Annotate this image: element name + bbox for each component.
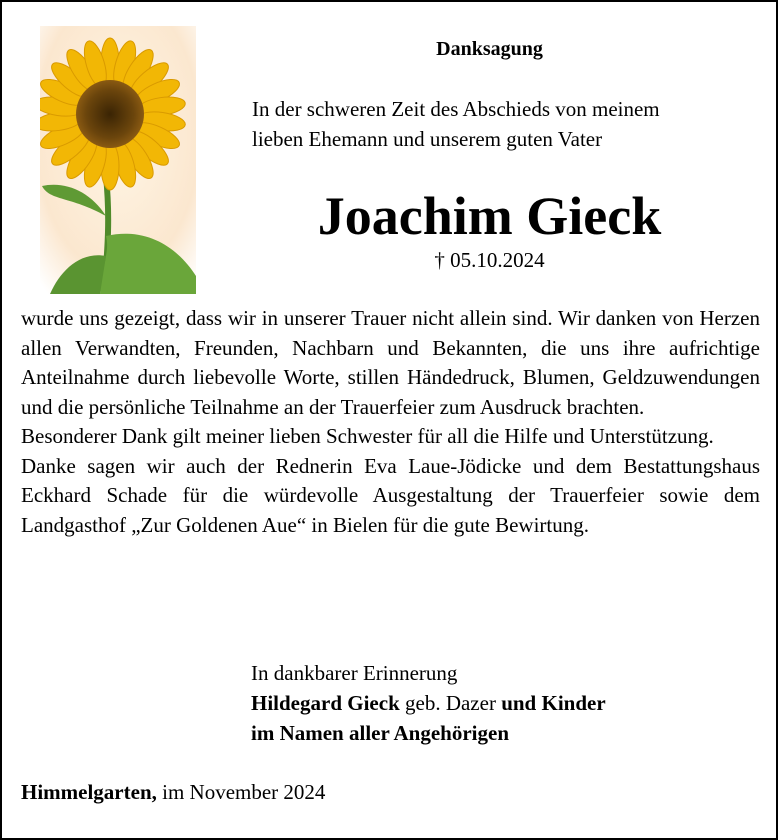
signer-line-2: [251, 718, 751, 748]
intro-text: [252, 94, 752, 154]
death-date: † 05.10.2024: [434, 248, 545, 272]
date-text: im November 2024: [156, 780, 326, 804]
intro-line: lieben Ehemann und unserem guten Vater: [252, 127, 603, 151]
signer-suffix: und Kinder: [501, 691, 606, 715]
signature-block: [251, 658, 751, 748]
paragraph: Danke sagen wir auch der Rednerin Eva Laue-Jödicke und dem Bestattungshaus Eckhard Schade für die würdevolle Ausgestaltung der Trauerfeier sowie dem Landgasthof „Zur Goldenen Aue“ in Bielen für die gute Bewirtung.: [21, 453, 760, 537]
paragraph: Besonderer Dank gilt meiner lieben Schwester für all die Hilfe und Unterstützung.: [21, 424, 714, 448]
sunflower-icon: [40, 26, 196, 294]
signer-line: [251, 688, 751, 718]
body-text: [21, 304, 760, 540]
closing-line: In dankbarer Erinnerung: [251, 661, 458, 685]
signer-maiden: geb. Dazer: [399, 691, 502, 715]
intro-line: In der schweren Zeit des Abschieds von meinem: [252, 97, 660, 121]
paragraph: wurde uns gezeigt, dass wir in unserer Trauer nicht allein sind. Wir danken von Herzen allen Verwandten, Freunden, Nachbarn und Bekannten, die uns ihre aufrichtige Anteilnahme durch liebevolle Worte, stillen Händedruck, Blumen, Geldzuwendungen und die persönliche Teilnahme an der Trauerfeier zum Ausdruck brachten.: [21, 306, 760, 419]
place-date: [21, 780, 325, 805]
heading: Danksagung: [436, 38, 543, 60]
place: Himmelgarten,: [21, 780, 157, 804]
signer-group: im Namen aller Angehörigen: [251, 721, 510, 745]
deceased-name: Joachim Gieck: [317, 186, 662, 246]
signer-name: Hildegard Gieck: [251, 691, 400, 715]
